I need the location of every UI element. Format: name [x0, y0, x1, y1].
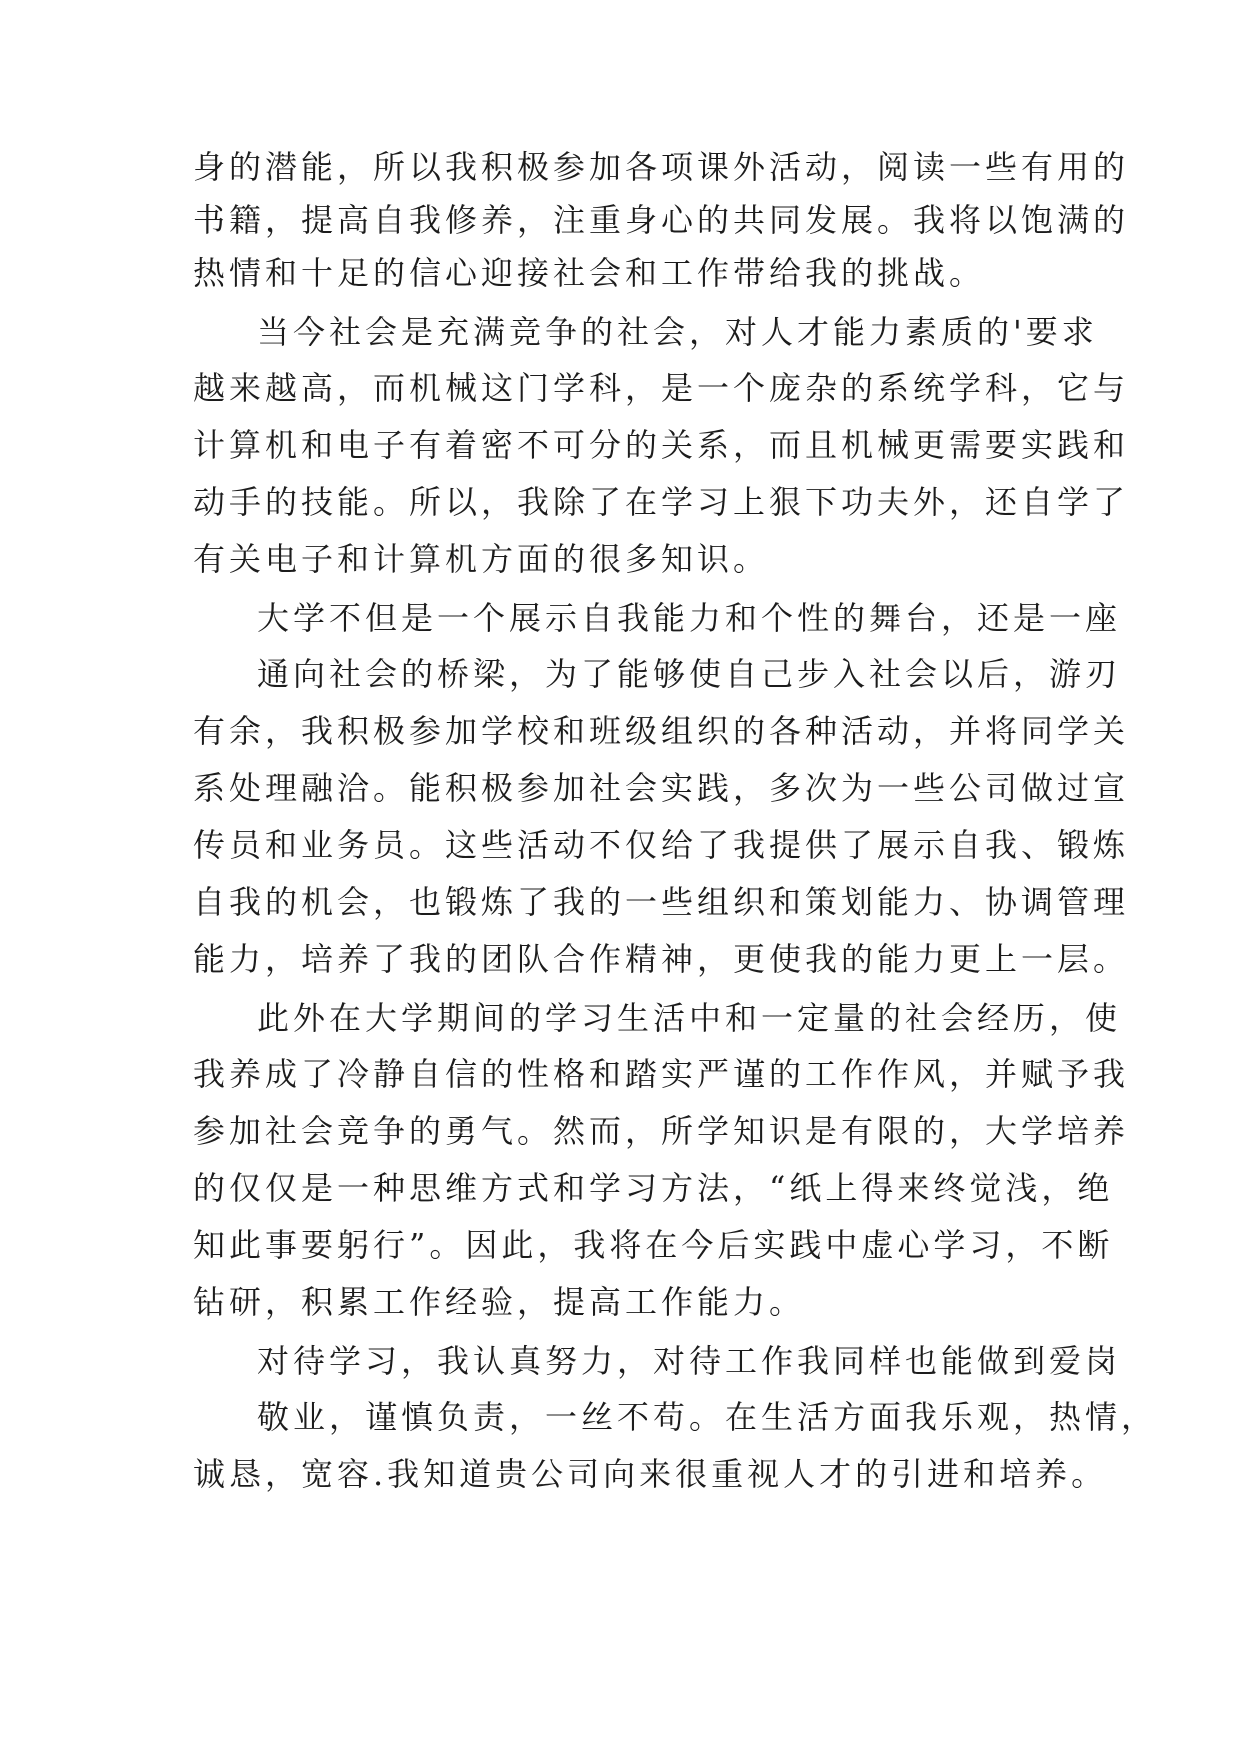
paragraph-first-line: 当今社会是充满竞争的社会，对人才能力素质的'要求	[257, 313, 1098, 351]
text-line: 自我的机会，也锻炼了我的一些组织和策划能力、协调管理	[193, 883, 1130, 921]
text-line: 动手的技能。所以，我除了在学习上狠下功夫外，还自学了	[193, 483, 1130, 521]
text-line: 的仅仅是一种思维方式和学习方法，“纸上得来终觉浅，绝	[193, 1169, 1114, 1207]
text-line: 身的潜能，所以我积极参加各项课外活动，阅读一些有用的	[193, 148, 1130, 186]
text-line: 敬业，谨慎负责，一丝不苟。在生活方面我乐观，热情，	[257, 1398, 1158, 1436]
text-line: 我养成了冷静自信的性格和踏实严谨的工作作风，并赋予我	[193, 1055, 1130, 1093]
paragraph-first-line: 对待学习，我认真努力，对待工作我同样也能做到爱岗	[257, 1342, 1122, 1380]
text-line: 能力，培养了我的团队合作精神，更使我的能力更上一层。	[193, 940, 1130, 978]
text-line: 书籍，提高自我修养，注重身心的共同发展。我将以饱满的	[193, 201, 1130, 239]
text-line: 有关电子和计算机方面的很多知识。	[193, 540, 770, 578]
text-line: 通向社会的桥梁，为了能够使自己步入社会以后，游刃	[257, 655, 1122, 693]
paragraph-first-line: 大学不但是一个展示自我能力和个性的舞台，还是一座	[257, 599, 1122, 637]
text-line: 参加社会竞争的勇气。然而，所学知识是有限的，大学培养	[193, 1112, 1130, 1150]
text-line: 计算机和电子有着密不可分的关系，而且机械更需要实践和	[193, 426, 1130, 464]
text-line: 系处理融洽。能积极参加社会实践，多次为一些公司做过宣	[193, 769, 1130, 807]
text-line: 热情和十足的信心迎接社会和工作带给我的挑战。	[193, 254, 986, 292]
text-line: 传员和业务员。这些活动不仅给了我提供了展示自我、锻炼	[193, 826, 1130, 864]
text-line: 知此事要躬行”。因此，我将在今后实践中虚心学习，不断	[193, 1226, 1114, 1264]
text-line: 钻研，积累工作经验，提高工作能力。	[193, 1283, 806, 1321]
text-line: 越来越高，而机械这门学科，是一个庞杂的系统学科，它与	[193, 369, 1130, 407]
paragraph-first-line: 此外在大学期间的学习生活中和一定量的社会经历，使	[257, 999, 1122, 1037]
text-line: 有余，我积极参加学校和班级组织的各种活动，并将同学关	[193, 712, 1130, 750]
text-line: 诚恳，宽容.我知道贵公司向来很重视人才的引进和培养。	[193, 1455, 1108, 1493]
